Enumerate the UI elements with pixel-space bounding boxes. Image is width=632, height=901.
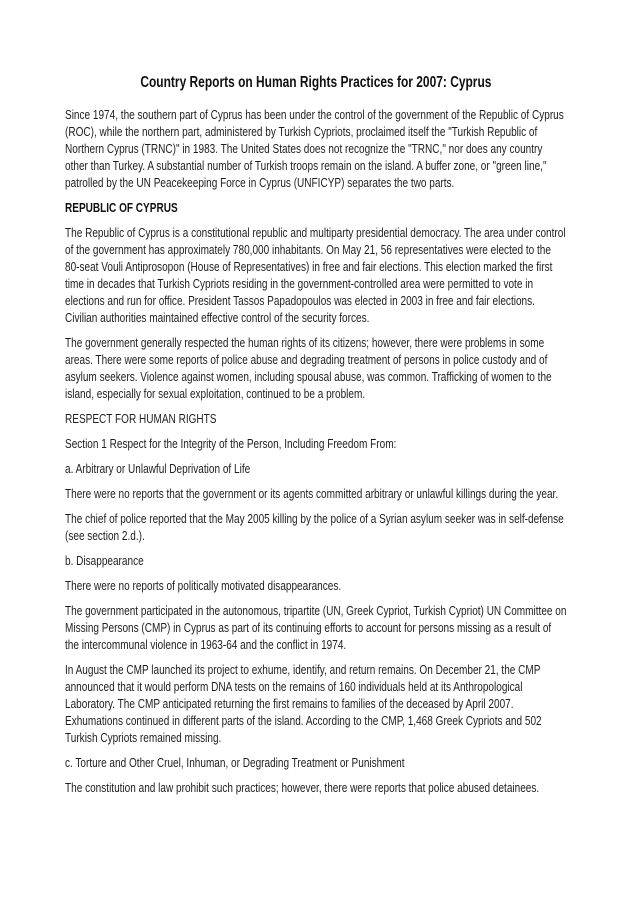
document-title: Country Reports on Human Rights Practices for 2007: Cyprus — [140, 74, 492, 91]
paragraph-no-unlawful-killings: There were no reports that the government or its agents committed arbitrary or unlawful killings during the year. — [65, 486, 559, 501]
section-heading-republic-of-cyprus: REPUBLIC OF CYPRUS — [65, 200, 178, 215]
section-1-heading: Section 1 Respect for the Integrity of the Person, Including Freedom From: — [65, 436, 397, 451]
section-heading-respect-for-human-rights: RESPECT FOR HUMAN RIGHTS — [65, 411, 217, 426]
paragraph-cmp-participation: The government participated in the autonomous, tripartite (UN, Greek Cypriot, Turkish Cypriot) UN Committee on Missing Persons (CMP) in Cyprus as part of its continuing efforts to account for persons missing as a result of the intercommunal violence in 1963-64 and the conflict in 1974. — [65, 603, 567, 652]
paragraph-torture-prohibition: The constitution and law prohibit such practices; however, there were reports that police abused detainees. — [65, 780, 540, 795]
subsection-b-heading: b. Disappearance — [65, 553, 144, 568]
paragraph-cmp-exhumations: In August the CMP launched its project to exhume, identify, and return remains. On December 21, the CMP announced that it would perform DNA tests on the remains of 160 individuals held at its Anthropological Laboratory. The CMP anticipated returning the first remains to families of the deceased by April 2007. Exhumations continued in different parts of the island. According to the CMP, 1,468 Greek Cypriots and 502 Turkish Cypriots remained missing. — [65, 662, 542, 745]
paragraph-intro: Since 1974, the southern part of Cyprus has been under the control of the government of the Republic of Cyprus (ROC), while the northern part, administered by Turkish Cypriots, proclaimed itself the "Turkish Republic of Northern Cyprus (TRNC)" in 1983. The United States does not recognize the "TRNC," nor does any country other than Turkey. A substantial number of Turkish troops remain on the island. A buffer zone, or "green line," patrolled by the UN Peacekeeping Force in Cyprus (UNFICYP) separates the two parts. — [65, 107, 564, 190]
paragraph-no-disappearances: There were no reports of politically motivated disappearances. — [65, 578, 342, 593]
subsection-a-heading: a. Arbitrary or Unlawful Deprivation of Life — [65, 461, 251, 476]
paragraph-republic-overview: The Republic of Cyprus is a constitutional republic and multiparty presidential democracy. The area under control of the government has approximately 780,000 inhabitants. On May 21, 56 representatives were elected to the 80-seat Vouli Antiprosopon (House of Representatives) in free and fair elections. This election marked the first time in decades that Turkish Cypriots residing in the government-controlled area were permitted to vote in elections and run for office. President Tassos Papadopoulos was elected in 2003 in free and fair elections. Civilian authorities maintained effective control of the security forces. — [65, 225, 566, 325]
subsection-c-heading: c. Torture and Other Cruel, Inhuman, or Degrading Treatment or Punishment — [65, 755, 405, 770]
document-body — [65, 73, 567, 804]
paragraph-human-rights-summary: The government generally respected the human rights of its citizens; however, there were problems in some areas. There were some reports of police abuse and degrading treatment of persons in police custody and of asylum seekers. Violence against women, including spousal abuse, was common. Trafficking of women to the island, especially for sexual exploitation, continued to be a problem. — [65, 335, 552, 401]
paragraph-chief-of-police: The chief of police reported that the May 2005 killing by the police of a Syrian asylum seeker was in self-defense (see section 2.d.). — [65, 511, 564, 543]
